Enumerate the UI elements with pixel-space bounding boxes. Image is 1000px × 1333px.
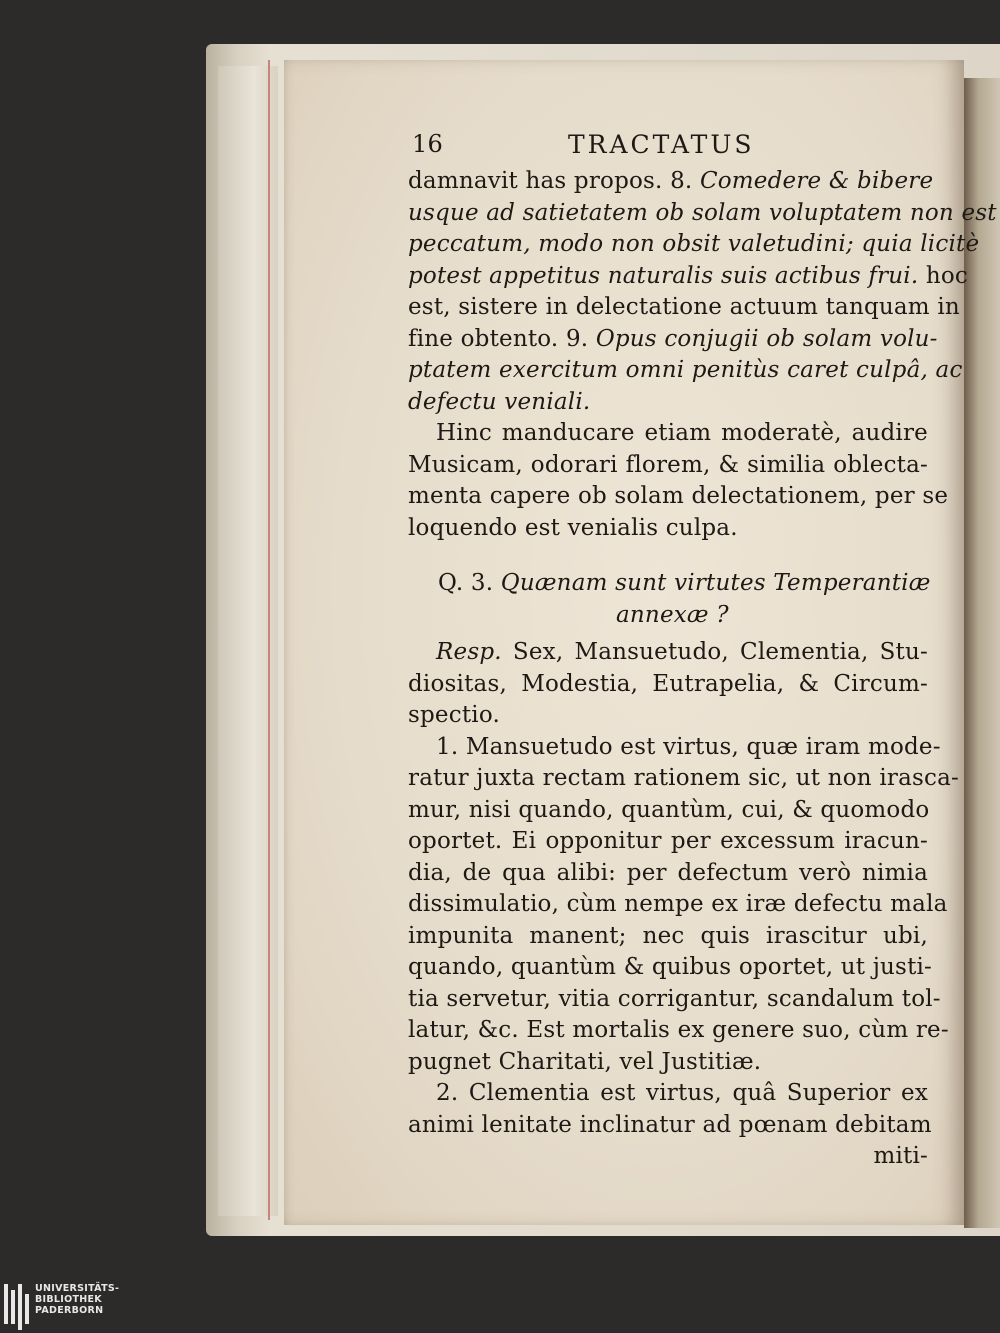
text-line: pugnet Charitati, vel Justitiæ. — [408, 1048, 762, 1075]
paragraph-propositions — [408, 166, 997, 544]
text-line: menta capere ob solam delectationem, per se — [408, 483, 949, 509]
text-line: quando, quantùm & quibus oportet, ut justi- — [408, 954, 933, 980]
text-line: damnavit has propos. 8. Comedere & bibere — [408, 168, 934, 194]
text-line: oportet. Ei opponitur per excessum iracun- — [408, 828, 928, 854]
text-line: animi lenitate inclinatur ad pœnam debitam — [408, 1111, 932, 1138]
question-label: Q. 3. — [438, 570, 494, 596]
text-line: potest appetitus naturalis suis actibus frui. hoc — [408, 262, 969, 289]
page-text — [408, 126, 997, 1173]
text-line: dissimulatio, cùm nempe ex iræ defectu mala — [408, 891, 948, 917]
text-line: mur, nisi quando, quantùm, cui, & quomodo — [408, 796, 930, 823]
paragraph-response — [408, 637, 959, 1173]
text-line: loquendo est venialis culpa. — [408, 514, 738, 541]
library-logo — [0, 1282, 140, 1333]
library-logo-icon — [0, 1282, 35, 1330]
text-line: 1. Mansuetudo est virtus, quæ iram mode- — [436, 733, 941, 760]
text-line: est, sistere in delectatione actuum tanquam in — [408, 294, 960, 320]
page-number: 16 — [412, 130, 443, 158]
question-line: annexæ ? — [616, 601, 729, 628]
text-line: ratur juxta rectam rationem sic, ut non irasca- — [408, 765, 959, 791]
text-line: dia, de qua alibi: per defectum verò nimia — [408, 859, 928, 886]
question-line: Q. 3. Quænam sunt virtutes Temperantiæ — [438, 570, 931, 596]
catchword: miti- — [873, 1143, 928, 1169]
page-header — [408, 126, 928, 166]
text-line: 2. Clementia est virtus, quâ Superior ex — [436, 1080, 928, 1106]
text-line: defectu veniali. — [408, 388, 591, 415]
text-line: Resp. Sex, Mansuetudo, Clementia, Stu- — [436, 639, 928, 665]
text-line: spectio. — [408, 702, 500, 728]
text-line: usque ad satietatem ob solam voluptatem non est — [408, 199, 997, 226]
running-title: TRACTATUS — [568, 130, 755, 159]
text-line: diositas, Modestia, Eutrapelia, & Circum- — [408, 670, 928, 697]
text-line: tia servetur, vitia corrigantur, scandalum tol- — [408, 985, 941, 1012]
text-line: impunita manent; nec quis irascitur ubi, — [408, 922, 928, 949]
text-line: fine obtento. 9. Opus conjugii ob solam volu- — [408, 325, 938, 352]
logo-line: BIBLIOTHEK — [35, 1294, 102, 1305]
logo-line: PADERBORN — [35, 1305, 104, 1316]
text-line: latur, &c. Est mortalis ex genere suo, cùm re- — [408, 1017, 949, 1043]
text-line: Musicam, odorari florem, & similia oblecta- — [408, 451, 928, 478]
text-line: ptatem exercitum omni penitùs caret culpâ, ac — [408, 357, 963, 383]
text-line: peccatum, modo non obsit valetudini; quia licitè — [408, 231, 980, 257]
logo-line: UNIVERSITÄTS- — [35, 1283, 120, 1294]
question-heading — [408, 568, 931, 631]
text-line: Hinc manducare etiam moderatè, audire — [436, 420, 928, 446]
